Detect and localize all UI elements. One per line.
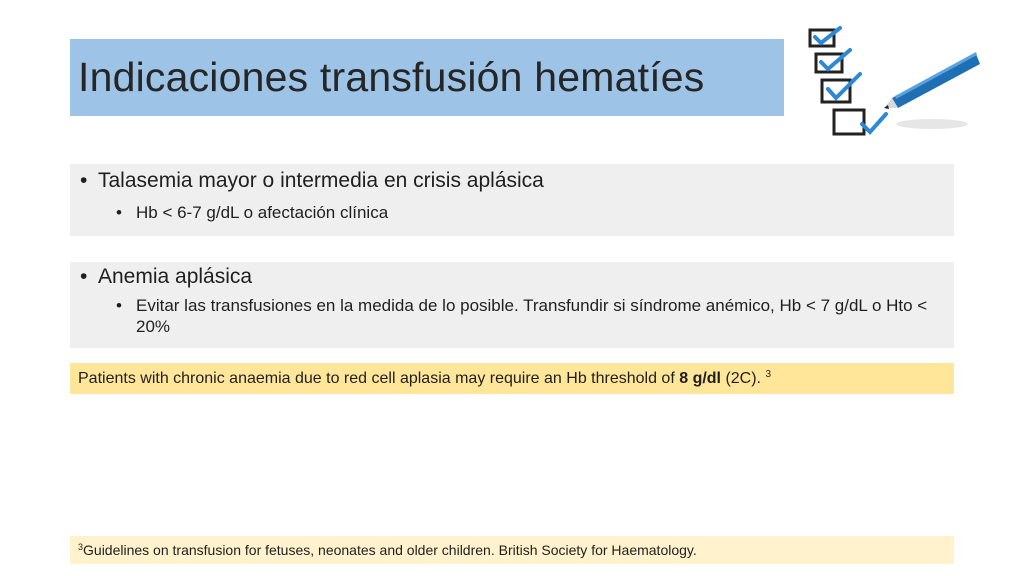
bullet-text: Anemia aplásica [98,265,253,288]
bullet-symbol: • [80,265,88,288]
bullet-level1 [80,265,252,289]
bullet-symbol: • [116,296,122,315]
checklist-with-pen-icon [800,26,980,138]
highlight-grade: (2C). [721,370,766,387]
sub-bullet-text: Hb < 6-7 g/dL o afectación clínica [136,203,389,222]
content-block-anemia-aplasica [70,262,954,348]
checkbox-icon [816,50,850,72]
bullet-symbol: • [116,203,122,222]
highlight-reference: 3 [765,369,772,380]
bullet-text: Talasemia mayor o intermedia en crisis aplásica [98,169,544,192]
checkbox-icon [822,74,860,102]
checkbox-icon [834,110,886,134]
pen-icon [884,52,980,129]
title-banner [70,39,784,116]
footnote [70,536,954,564]
sub-bullet-text: Evitar las transfusiones en la medida de lo posible. Transfundir si síndrome anémico, Hb < 7 g/dL o Hto < 20% [136,296,928,336]
checkbox-icon [810,28,840,46]
footnote-number: 3 [78,542,84,552]
highlight-threshold: 8 g/dl [679,370,721,387]
slide-title: Indicaciones transfusión hematíes [78,54,705,100]
footnote-text: Guidelines on transfusion for fetuses, neonates and older children. British Society for Haematology. [83,542,697,558]
content-block-talasemia [70,164,954,236]
highlight-text: Patients with chronic anaemia due to red cell aplasia may require an Hb threshold of [78,370,680,387]
bullet-symbol: • [80,169,88,192]
bullet-level2 [116,295,936,337]
bullet-level1 [80,169,544,193]
bullet-level2 [116,202,936,223]
highlight-note [70,363,954,394]
